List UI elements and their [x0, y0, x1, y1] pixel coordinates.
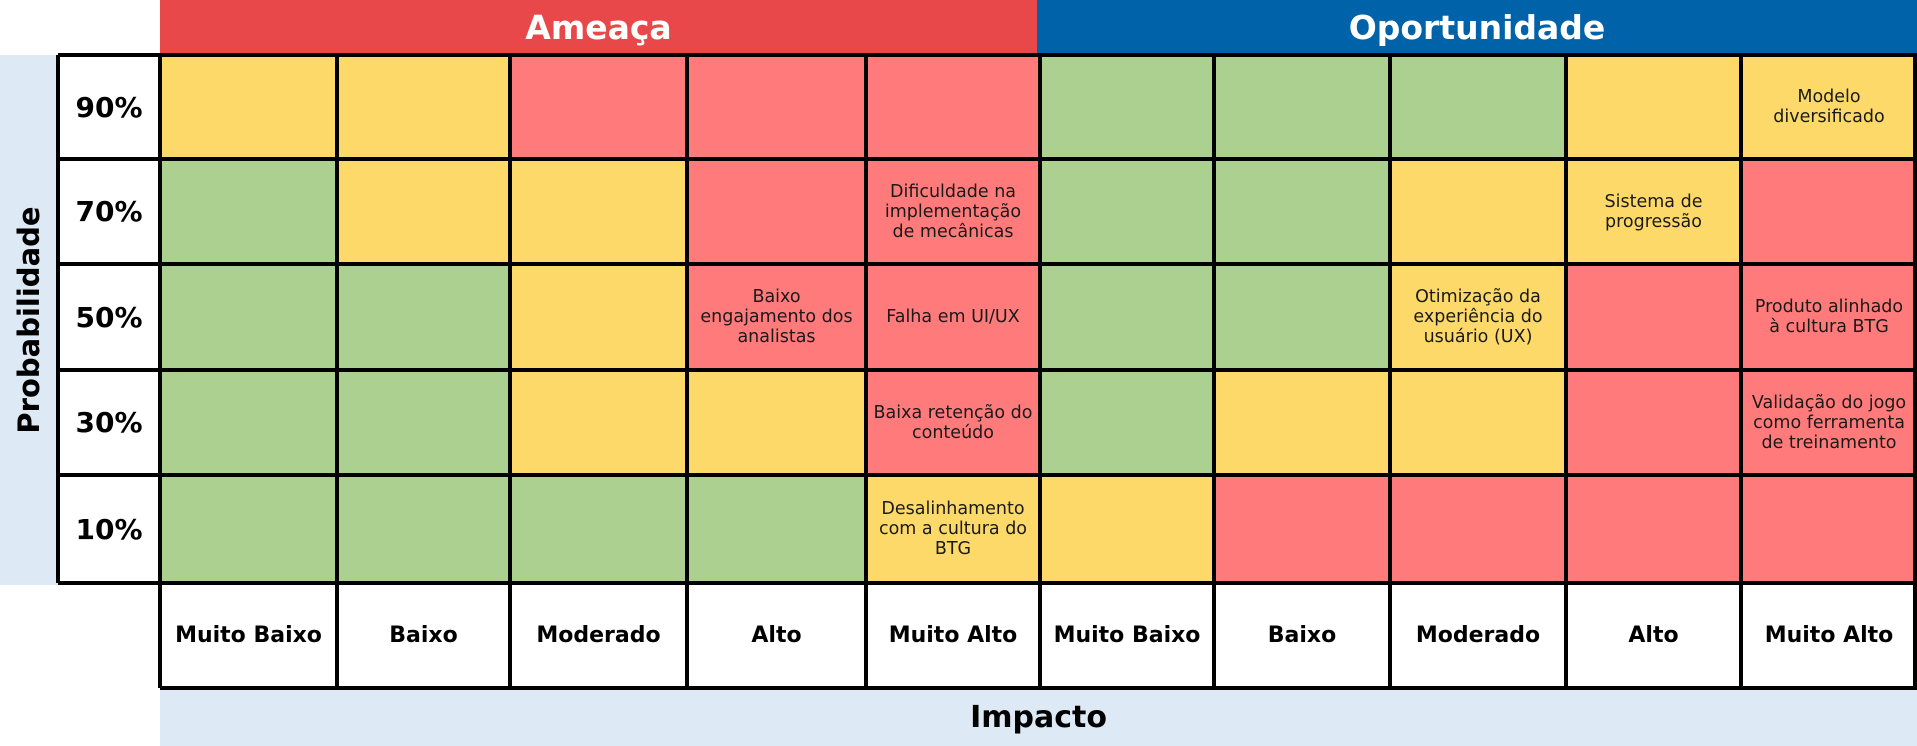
matrix-cell	[1390, 159, 1566, 264]
probability-label: 70%	[58, 159, 160, 264]
matrix-cell	[1390, 264, 1566, 370]
probability-label: 30%	[58, 370, 160, 475]
matrix-cell	[1741, 55, 1917, 159]
matrix-cell	[510, 159, 687, 264]
matrix-cell	[1390, 55, 1566, 159]
risk-item-text: Sistema de progressão	[1604, 191, 1703, 232]
matrix-cell	[1566, 475, 1741, 583]
matrix-cell	[1040, 159, 1214, 264]
matrix-cell	[510, 264, 687, 370]
matrix-cell	[160, 264, 337, 370]
impact-axis-title: Impacto	[970, 699, 1107, 735]
impact-level-label: Baixo	[337, 583, 510, 688]
matrix-cell	[1214, 370, 1390, 475]
grid-line	[56, 55, 60, 583]
grid-line	[1388, 55, 1392, 688]
matrix-cell	[1040, 55, 1214, 159]
opportunity-header: Oportunidade	[1037, 0, 1917, 55]
grid-line	[864, 55, 868, 688]
impact-level-label: Muito Alto	[1741, 583, 1917, 688]
matrix-cell	[337, 370, 510, 475]
grid-line	[335, 55, 339, 688]
risk-item-text: Modelo diversificado	[1773, 87, 1885, 127]
matrix-cell	[1390, 370, 1566, 475]
grid-line	[1212, 55, 1216, 688]
impact-level-label: Muito Baixo	[160, 583, 337, 688]
matrix-cell	[687, 55, 866, 159]
risk-item-text: Baixa retenção do conteúdo	[873, 402, 1033, 443]
matrix-cell	[337, 159, 510, 264]
matrix-cell	[866, 264, 1040, 370]
matrix-cell	[1040, 264, 1214, 370]
risk-item-text: Desalinhamento com a cultura do BTG	[878, 499, 1028, 559]
grid-line	[158, 55, 162, 688]
impact-level-label: Moderado	[510, 583, 687, 688]
impact-level-label: Alto	[687, 583, 866, 688]
grid-line	[1038, 55, 1042, 688]
risk-item-text: Baixo engajamento dos analistas	[700, 287, 853, 347]
matrix-cell	[160, 370, 337, 475]
matrix-cell	[337, 475, 510, 583]
matrix-cell	[337, 264, 510, 370]
risk-item-text: Validação do jogo como ferramenta de treinamento	[1751, 392, 1907, 453]
impact-level-label: Alto	[1566, 583, 1741, 688]
matrix-cell	[337, 55, 510, 159]
matrix-cell	[160, 55, 337, 159]
matrix-cell	[1741, 264, 1917, 370]
matrix-cell	[1390, 475, 1566, 583]
impact-level-label: Baixo	[1214, 583, 1390, 688]
risk-item-text: Produto alinhado à cultura BTG	[1754, 297, 1904, 337]
risk-item-text: Falha em UI/UX	[886, 307, 1020, 327]
matrix-cell	[687, 475, 866, 583]
matrix-cell	[1566, 264, 1741, 370]
matrix-cell	[510, 370, 687, 475]
matrix-cell	[1214, 159, 1390, 264]
impact-level-label: Moderado	[1390, 583, 1566, 688]
matrix-cell	[160, 475, 337, 583]
matrix-cell	[1566, 159, 1741, 264]
matrix-cell	[1741, 475, 1917, 583]
matrix-cell	[1214, 55, 1390, 159]
matrix-cell	[1040, 475, 1214, 583]
grid-line	[1913, 55, 1917, 688]
risk-item-text: Otimização da experiência do usuário (UX)	[1413, 287, 1543, 347]
impact-level-label: Muito Alto	[866, 583, 1040, 688]
grid-line	[508, 55, 512, 688]
matrix-cell	[160, 159, 337, 264]
grid-line	[1739, 55, 1743, 688]
matrix-cell	[1040, 370, 1214, 475]
matrix-cell	[687, 159, 866, 264]
probability-label: 50%	[58, 264, 160, 370]
grid-line	[685, 55, 689, 688]
matrix-cell	[1741, 370, 1917, 475]
impact-level-label: Muito Baixo	[1040, 583, 1214, 688]
matrix-cell	[510, 475, 687, 583]
matrix-cell	[687, 370, 866, 475]
matrix-cell	[1566, 370, 1741, 475]
probability-label: 10%	[58, 475, 160, 583]
risk-item-text: Dificuldade na implementação de mecânicas	[884, 181, 1022, 242]
matrix-cell	[1741, 159, 1917, 264]
threat-header: Ameaça	[160, 0, 1037, 55]
matrix-cell	[1214, 475, 1390, 583]
matrix-cell	[510, 55, 687, 159]
matrix-cell	[866, 159, 1040, 264]
probability-label: 90%	[58, 55, 160, 159]
matrix-cell	[687, 264, 866, 370]
matrix-cell	[1214, 264, 1390, 370]
matrix-cell	[866, 55, 1040, 159]
grid-line	[1564, 55, 1568, 688]
matrix-cell	[866, 475, 1040, 583]
matrix-cell	[1566, 55, 1741, 159]
probability-axis-title: Probabilidade	[12, 206, 46, 434]
matrix-cell	[866, 370, 1040, 475]
